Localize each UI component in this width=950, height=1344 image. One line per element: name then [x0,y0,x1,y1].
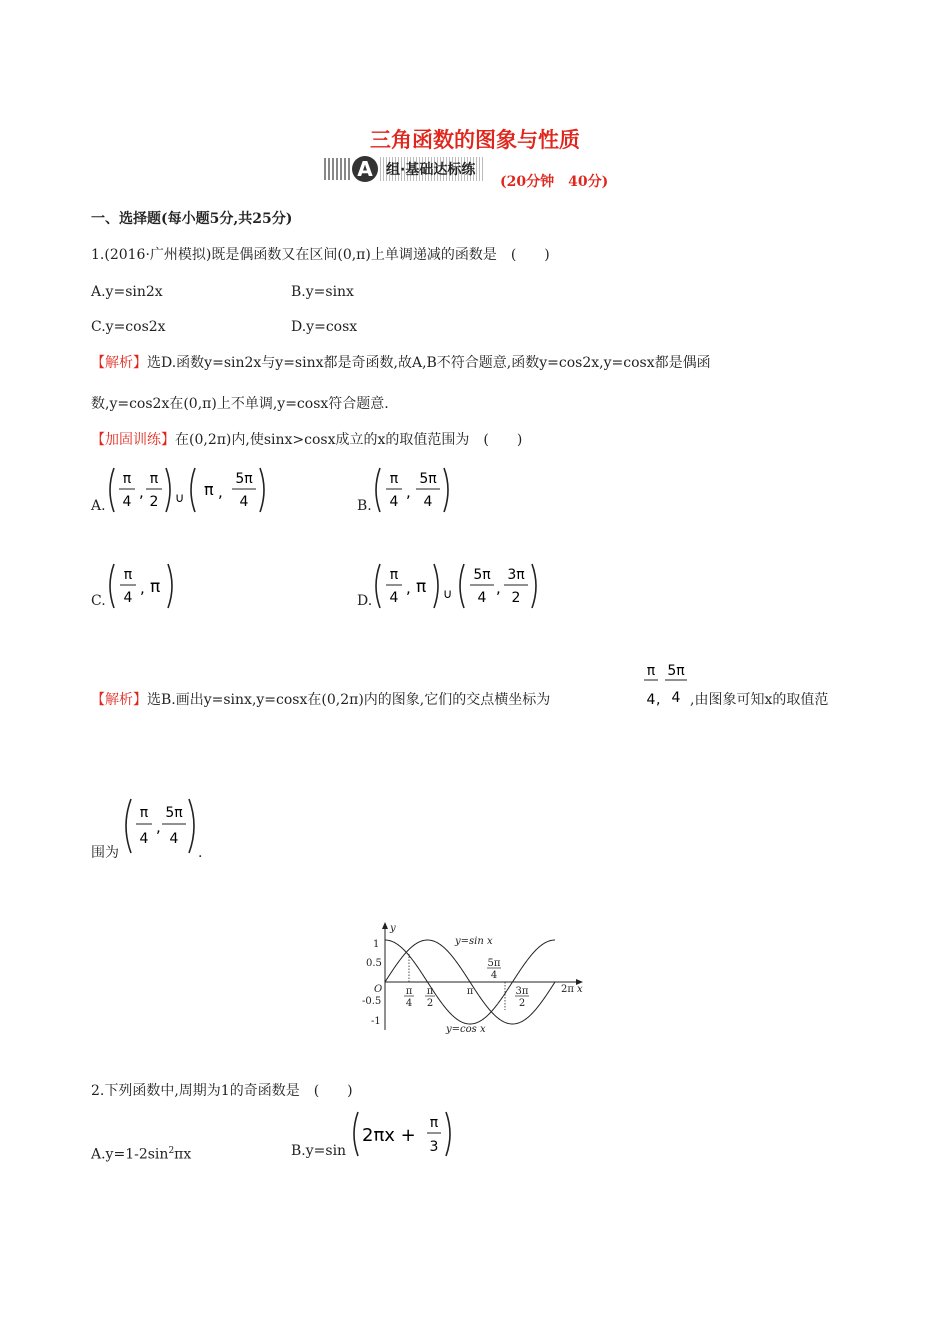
page-title: 三角函数的图象与性质 [370,127,580,152]
frac-num: 3π [507,567,525,583]
time-score: (20分钟 40分) [500,174,609,190]
practice-analysis-tail: ,由图象可知x的取值范 [690,692,829,708]
frac-den: 4 [646,692,656,708]
frac-den: 3 [429,1139,439,1155]
intersection-fracs [640,660,690,708]
frac-den: 4 [671,690,681,706]
practice-option-c-expr [104,560,184,612]
frac-den: 4 [423,494,433,510]
frac-num: π [389,567,399,583]
frac-num: π [646,663,656,679]
pi-symbol: π [150,577,161,597]
practice-analysis [91,690,550,710]
x-tick: 2π [561,984,574,995]
answer-prefix: 围为 [91,845,119,861]
frac-den: 4 [139,831,149,847]
x-tick: 3π [515,986,529,997]
y-tick: 0.5 [366,958,382,969]
q2-stem: 2.下列函数中,周期为1的奇函数是 ( ) [91,1083,353,1099]
pi-symbol: π [204,480,214,499]
q1-analysis-line2: 数,y=cos2x在(0,π)上不单调,y=cosx符合题意. [91,396,389,412]
q1-option-a: A.y=sin2x [91,284,163,300]
frac-num: π [139,805,149,821]
svg-text:,: , [406,579,411,597]
section-heading: 一、选择题(每小题5分,共25分) [91,211,293,227]
frac-num: 5π [667,663,685,679]
x-tick: π [405,986,413,997]
practice-option-b-expr [370,464,460,516]
frac-num: 5π [419,471,437,487]
x-tick: π [426,986,434,997]
y-tick: -1 [371,1016,381,1027]
practice-option-b-label: B. [357,498,372,514]
expr-text: 2πx + [362,1125,416,1146]
comma: , [656,692,661,708]
q2-option-a-sup: 2 [168,1146,175,1156]
analysis-text: 选B.画出y=sinx,y=cosx在(0,2π)内的图象,它们的交点横坐标为 [147,692,551,708]
q1-option-d: D.y=cosx [291,319,358,335]
x-tick: 5π [487,958,501,969]
group-label: 组·基础达标练 [380,157,485,181]
analysis-text: 选D.函数y=sin2x与y=sinx都是奇函数,故A,B不符合题意,函数y=cos2x,y=cosx都是偶函 [147,355,711,371]
frac-num: π [149,471,159,487]
frac-num: π [389,471,399,487]
frac-den: 4 [477,590,487,606]
union-symbol: ∪ [443,587,453,602]
frac-den: 4 [389,494,399,510]
pi-symbol: π [416,577,427,597]
group-badge: A [352,156,378,182]
answer-end: . [198,845,203,861]
frac-den: 4 [123,590,133,606]
union-symbol: ∪ [175,491,185,506]
q2-option-a-pre: A.y=1-2sin [91,1146,169,1163]
y-axis-arrow [382,922,388,929]
q1-stem: 1.(2016·广州模拟)既是偶函数又在区间(0,π)上单调递减的函数是 ( ) [91,247,550,263]
x-tick: 4 [490,970,498,981]
svg-text:,: , [496,579,501,597]
svg-text:,: , [156,818,161,836]
practice-option-d-label: D. [357,593,373,609]
practice-option-d-expr [370,560,545,612]
q2-option-a-post: πx [174,1146,192,1163]
banner-dots [324,158,350,180]
y-axis-label: y [390,923,396,934]
frac-num: 5π [165,805,183,821]
frac-num: 5π [473,567,491,583]
frac-den: 2 [511,590,521,606]
q2-option-b: B.y=sin [291,1143,347,1159]
y-tick: 1 [373,939,380,950]
frac-num: π [123,567,133,583]
y-tick: -0.5 [362,996,382,1007]
group-banner [324,156,485,182]
frac-den: 4 [239,494,249,510]
x-axis-label: x [577,984,583,995]
x-tick: 2 [518,998,526,1009]
practice-option-a-expr [104,464,274,516]
q2-option-b-expr [350,1108,460,1160]
cos-label: y=cos x [446,1024,486,1035]
origin-label: O [374,984,383,995]
sin-cos-graph [360,920,590,1040]
svg-text:,: , [218,483,223,501]
answer-interval [119,795,199,857]
frac-den: 2 [149,494,159,510]
frac-den: 4 [169,831,179,847]
svg-text:,: , [406,483,411,501]
sin-label: y=sin x [455,936,493,947]
practice-tag: 【加固训练】 [91,432,175,448]
practice-option-a-label: A. [91,498,106,514]
x-tick: 2 [426,998,434,1009]
frac-den: 4 [389,590,399,606]
practice-option-c-label: C. [91,593,106,609]
x-tick: 4 [405,998,413,1009]
frac-den: 4 [122,494,132,510]
x-tick: π [466,986,474,997]
q2-option-a [91,1141,191,1165]
comma: , [139,483,144,501]
q1-option-b: B.y=sinx [291,284,354,300]
frac-num: π [122,471,132,487]
practice-question: 在(0,2π)内,使sinx>cosx成立的x的取值范围为 ( ) [175,432,523,448]
analysis-tag: 【解析】 [91,692,147,708]
frac-num: 5π [235,471,253,487]
frac-num: π [429,1115,439,1131]
practice-stem [91,430,522,450]
svg-text:,: , [140,579,145,597]
analysis-tag: 【解析】 [91,355,147,371]
q1-option-c: C.y=cos2x [91,319,166,335]
q1-analysis [91,353,711,373]
